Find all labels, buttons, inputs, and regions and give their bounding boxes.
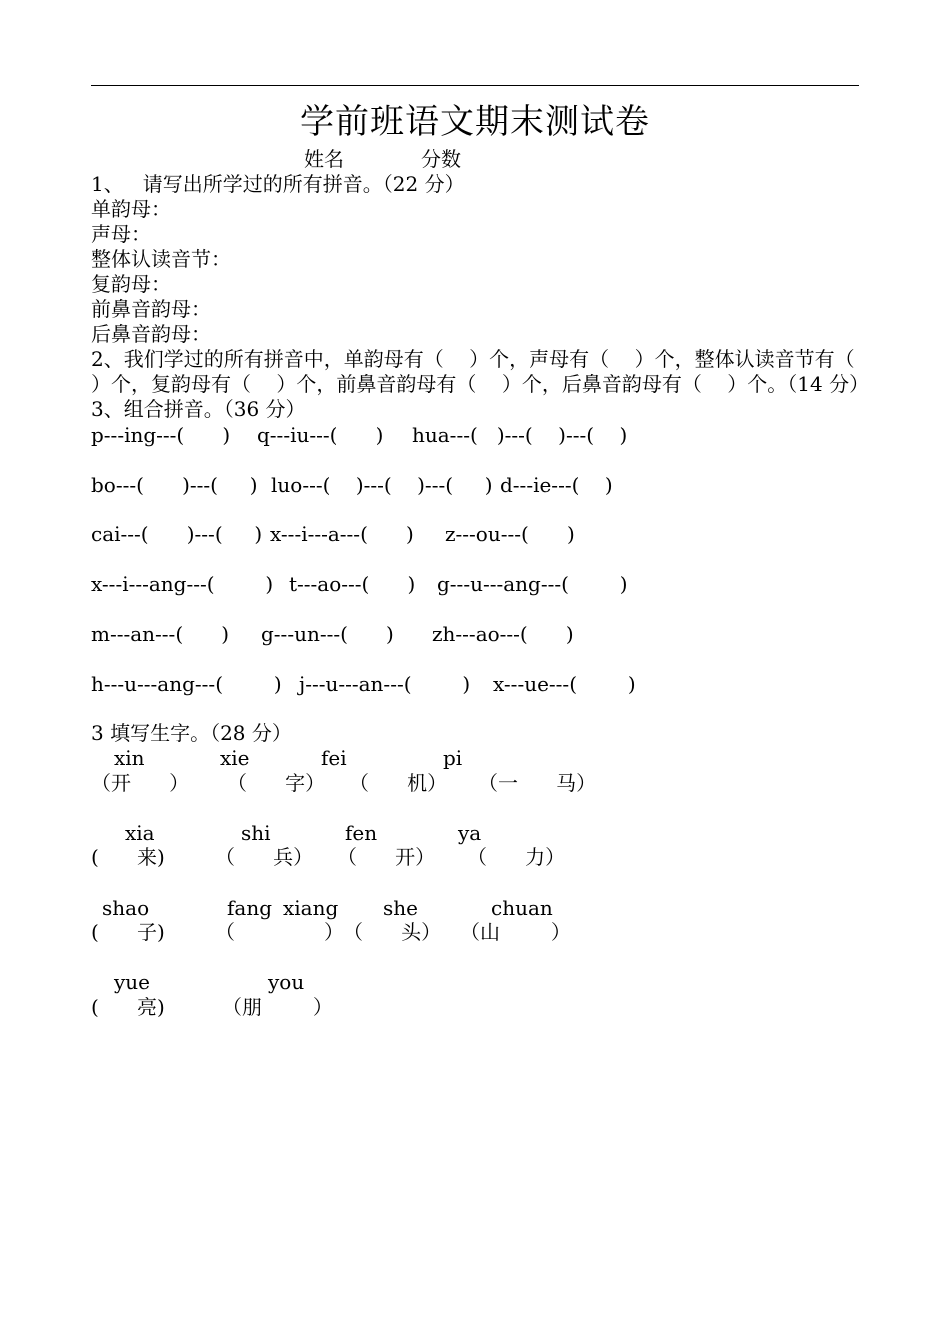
q1-item-initials: 声母：: [91, 222, 151, 246]
q3-r1-c2: q---iu---( ): [257, 423, 384, 447]
q4-r2-blank-1: ( 来): [91, 845, 165, 869]
q3-r4-c3: g---u---ang---( ): [437, 572, 628, 596]
q2-line-1: 2、我们学过的所有拼音中，单韵母有（ ）个，声母有（ ）个，整体认读音节有（: [91, 347, 855, 371]
q3-r1-c1: p---ing---( ): [91, 423, 231, 447]
q3-r2-c2: luo---( )---( )---( ): [271, 473, 493, 497]
q4-r3-blank-4: （山 ）: [460, 920, 571, 944]
q4-r4-blank-1: ( 亮): [91, 995, 165, 1019]
q1-item-compound-finals: 复韵母：: [91, 272, 171, 296]
q4-heading: 3 填写生字。（28 分）: [91, 721, 292, 745]
q3-r5-c1: m---an---( ): [91, 622, 230, 646]
q4-r2-blank-3: （ 开）: [337, 845, 436, 869]
q3-r1-c3: hua---( )---( )---( ): [412, 423, 628, 447]
q4-r1-blank-3: （ 机）: [349, 771, 448, 795]
q4-r2-blank-4: （ 力）: [467, 845, 566, 869]
q1-item-front-nasal-finals: 前鼻音韵母：: [91, 297, 211, 321]
q1-item-single-finals: 单韵母：: [91, 197, 171, 221]
q4-r2-pinyin-2: shi: [241, 821, 271, 845]
q4-r4-pinyin-1: yue: [114, 970, 151, 994]
q4-r2-pinyin-4: ya: [458, 821, 482, 845]
q3-r4-c2: t---ao---( ): [289, 572, 416, 596]
q4-r2-pinyin-3: fen: [345, 821, 378, 845]
q1-item-back-nasal-finals: 后鼻音韵母：: [91, 322, 211, 346]
q2-line-2: ）个，复韵母有（ ）个，前鼻音韵母有（ ）个，后鼻音韵母有（ ）个。（14 分）: [91, 372, 870, 396]
q4-r4-pinyin-2: you: [268, 970, 305, 994]
top-rule: [91, 85, 859, 86]
q3-r3-c3: z---ou---( ): [445, 522, 575, 546]
q3-r4-c1: x---i---ang---( ): [91, 572, 274, 596]
q3-r5-c3: zh---ao---( ): [432, 622, 574, 646]
q4-r2-pinyin-1: xia: [125, 821, 155, 845]
q4-r3-pinyin-4: she: [383, 896, 418, 920]
q4-r1-pinyin-4: pi: [443, 746, 463, 770]
q3-r2-c3: d---ie---( ): [500, 473, 613, 497]
q4-r3-blank-3: （ 头）: [343, 920, 442, 944]
score-label: 分数: [421, 147, 461, 171]
q3-r6-c3: x---ue---( ): [493, 672, 636, 696]
q4-r1-pinyin-2: xie: [220, 746, 250, 770]
page-title: 学前班语文期末测试卷: [300, 102, 650, 142]
q1-heading: 1、 请写出所学过的所有拼音。（22 分）: [91, 172, 465, 196]
q3-r5-c2: g---un---( ): [261, 622, 394, 646]
q3-r3-c2: x---i---a---( ): [270, 522, 414, 546]
q4-r3-pinyin-1: shao: [102, 896, 150, 920]
q1-item-whole-syllables: 整体认读音节：: [91, 247, 231, 271]
q3-heading: 3、组合拼音。（36 分）: [91, 397, 306, 421]
name-label: 姓名: [304, 147, 344, 171]
q4-r1-pinyin-3: fei: [321, 746, 347, 770]
q4-r3-blank-2: （ ）: [215, 920, 345, 944]
q4-r4-blank-2: （朋 ）: [222, 995, 333, 1019]
q4-r3-pinyin-3: xiang: [283, 896, 339, 920]
q4-r3-pinyin-5: chuan: [491, 896, 553, 920]
q4-r1-pinyin-1: xin: [114, 746, 145, 770]
q4-r2-blank-2: （ 兵）: [215, 845, 314, 869]
q3-r2-c1: bo---( )---( ): [91, 473, 258, 497]
q3-r6-c2: j---u---an---( ): [299, 672, 471, 696]
q4-r1-blank-1: （开 ）: [91, 771, 190, 795]
q4-r3-blank-1: ( 子): [91, 920, 165, 944]
q4-r1-blank-2: （ 字）: [227, 771, 326, 795]
q3-r3-c1: cai---( )---( ): [91, 522, 263, 546]
q4-r1-blank-4: （一 马）: [478, 771, 597, 795]
q4-r3-pinyin-2: fang: [227, 896, 273, 920]
q3-r6-c1: h---u---ang---( ): [91, 672, 282, 696]
